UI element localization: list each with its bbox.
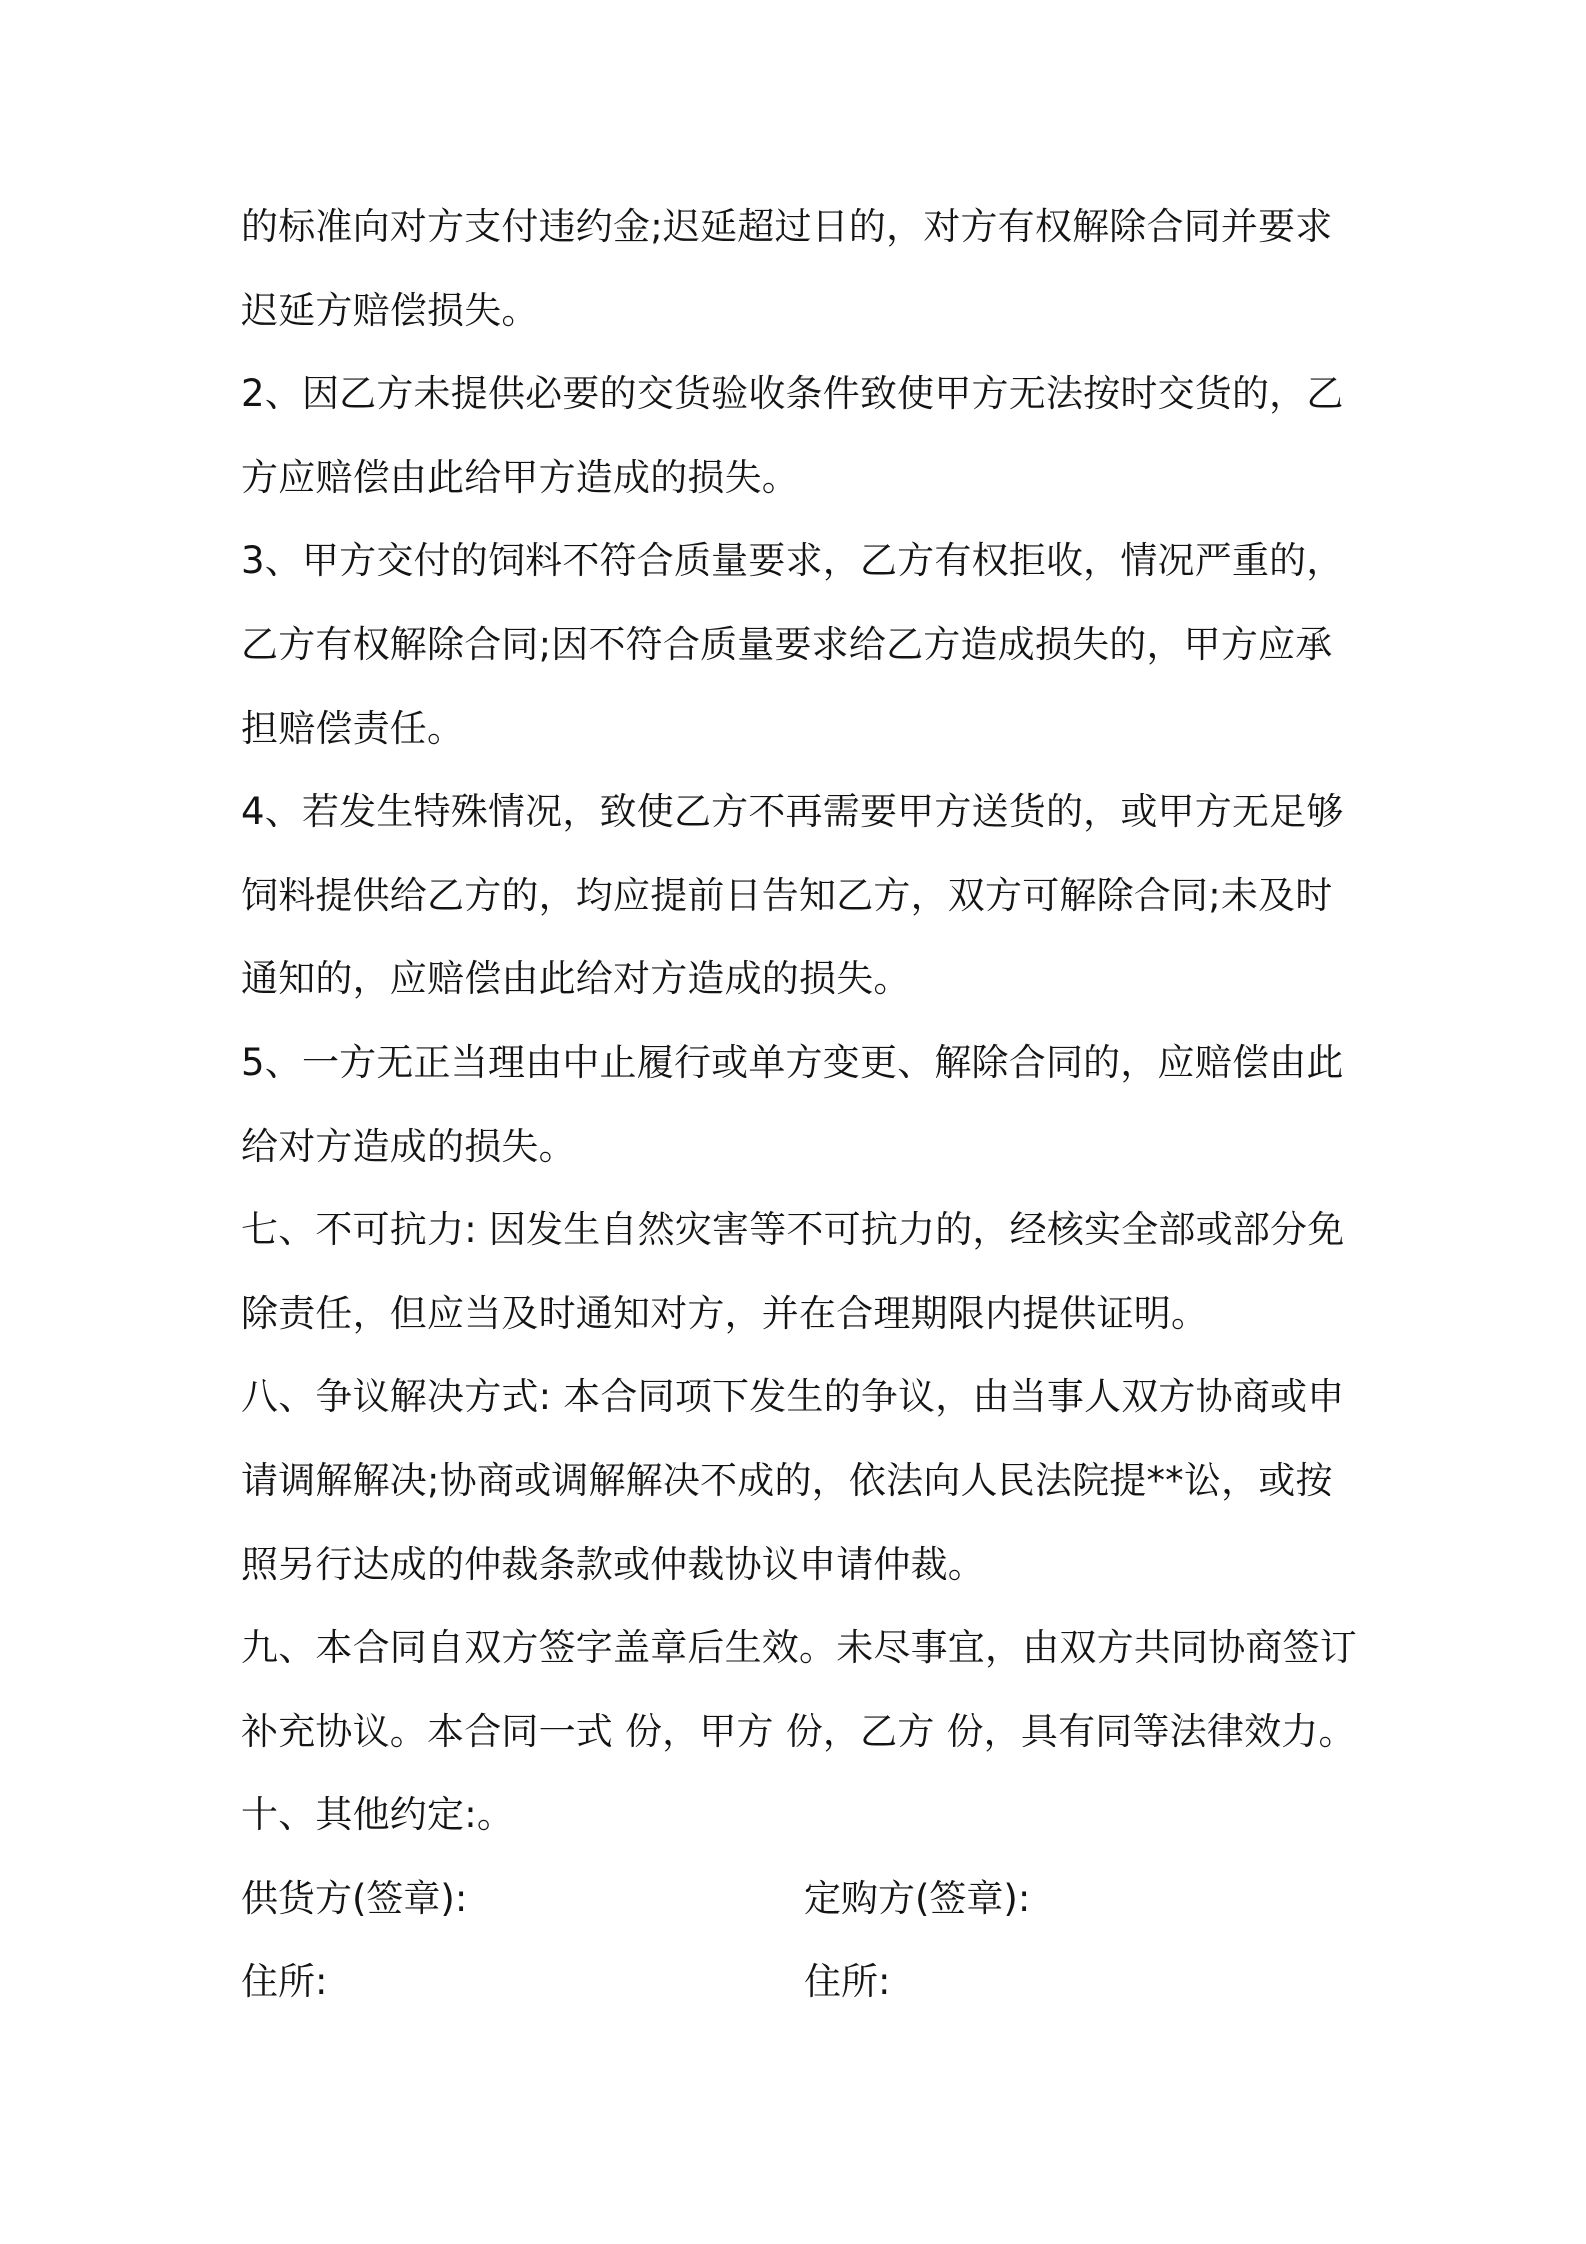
buyer-seal-label: 定购方(签章): [804,1876,1031,1920]
text-line: 2、因乙方未提供必要的交货验收条件致使甲方无法按时交货的，乙 [241,372,1344,416]
text-line: 的标准向对方支付违约金;迟延超过日的，对方有权解除合同并要求 [241,205,1333,248]
text-line: 饲料提供给乙方的，均应提前日告知乙方，双方可解除合同;未及时 [241,873,1333,917]
text-line: 方应赔偿由此给甲方造成的损失。 [241,455,799,499]
text-line: 八、争议解决方式: 本合同项下发生的争议，由当事人双方协商或申 [241,1375,1345,1419]
contract-text-block [241,185,1421,2024]
text-line: 除责任，但应当及时通知对方，并在合理期限内提供证明。 [241,1291,1209,1335]
text-line: 迟延方赔偿损失。 [241,288,539,332]
text-line: 4、若发生特殊情况，致使乙方不再需要甲方送货的，或甲方无足够 [241,790,1344,834]
text-line: 请调解解决;协商或调解解决不成的，依法向人民法院提**讼，或按 [241,1458,1333,1502]
text-line: 补充协议。本合同一式 份，甲方 份，乙方 份，具有同等法律效力。 [241,1709,1356,1753]
text-line: 3、甲方交付的饲料不符合质量要求，乙方有权拒收，情况严重的， [241,539,1344,583]
text-line: 担赔偿责任。 [241,706,465,750]
text-line: 5、一方无正当理由中止履行或单方变更、解除合同的，应赔偿由此 [241,1040,1344,1084]
text-line: 乙方有权解除合同;因不符合质量要求给乙方造成损失的，甲方应承 [241,622,1333,666]
signature-row-address [241,1940,1421,2024]
supplier-address-label: 住所: [241,1960,328,2004]
text-line: 十、其他约定:。 [241,1793,515,1837]
text-line: 通知的，应赔偿由此给对方造成的损失。 [241,957,911,1001]
supplier-seal-label: 供货方(签章): [241,1876,468,1920]
text-line: 九、本合同自双方签字盖章后生效。未尽事宜，由双方共同协商签订 [241,1626,1357,1670]
buyer-address-label: 住所: [804,1960,891,2004]
signature-row-seal [241,1857,1421,1941]
text-line: 照另行达成的仲裁条款或仲裁协议申请仲裁。 [241,1542,985,1586]
text-line: 七、不可抗力: 因发生自然灾害等不可抗力的，经核实全部或部分免 [241,1208,1345,1252]
text-line: 给对方造成的损失。 [241,1124,576,1168]
